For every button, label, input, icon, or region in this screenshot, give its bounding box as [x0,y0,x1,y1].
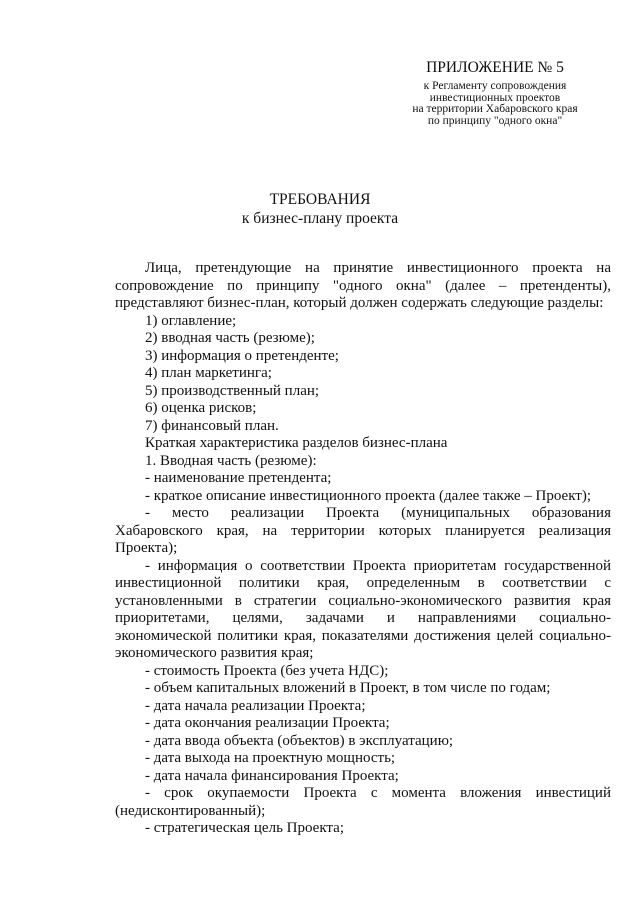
intro-paragraph: Лица, претендующие на принятие инвестиционного проекта на сопровождение по принципу "одного окна" (далее – претенденты), представляют бизнес-план, который должен содержать следующие разделы: [115,260,611,311]
document-title: ТРЕБОВАНИЯ [269,191,371,208]
section-list-item: 6) оценка рисков; [145,400,257,416]
requirement-item: - дата окончания реализации Проекта; [145,715,390,731]
section-list-item: 5) производственный план; [145,382,320,399]
requirement-item: - дата начала реализации Проекта; [145,697,366,714]
requirement-item: - объем капитальных вложений в Проект, в том числе по годам; [145,680,551,696]
summary-heading: Краткая характеристика разделов бизнес-плана [145,435,448,451]
appendix-line: по принципу "одного окна" [427,114,563,127]
requirement-item: - краткое описание инвестиционного проекта (далее также – Проект); [145,487,592,504]
requirement-item: - информация о соответствии Проекта приоритетам государственной инвестиционной политики края, определенным в соответствии с установленными в стратегии социально-экономического развития края приоритетами, целями, задачами и направлениями социально-экономической политики края, показателями достижения целей социально-экономического развития края; [115,557,611,661]
appendix-title: ПРИЛОЖЕНИЕ № 5 [426,59,564,76]
section-list-item: 2) вводная часть (резюме); [145,330,315,346]
appendix-line: к Регламенту сопровождения [423,80,567,92]
requirement-item: - дата ввода объекта (объектов) в эксплуатацию; [145,732,454,749]
requirement-item: - место реализации Проекта (муниципальных образования Хабаровского края, на территории которых планируется реализация Проекта); [115,505,611,556]
requirement-item: - стоимость Проекта (без учета НДС); [145,662,389,679]
requirement-item: - дата выхода на проектную мощность; [145,750,396,766]
section-list-item: 3) информация о претенденте; [145,347,339,364]
section-list-item: 7) финансовый план. [145,417,279,434]
requirement-item: - наименование претендента; [145,470,332,486]
appendix-line: на территории Хабаровского края [412,103,578,115]
requirement-item: - срок окупаемости Проекта с момента вложения инвестиций (недисконтированный); [115,785,611,819]
requirement-item: - стратегическая цель Проекта; [145,820,344,836]
section-list-item: 4) план маркетинга; [145,365,272,381]
section-list-item: 1) оглавление; [145,312,237,329]
requirement-item: - дата начала финансирования Проекта; [145,767,399,784]
part1-heading: 1. Вводная часть (резюме): [145,452,317,469]
appendix-header [400,58,590,127]
document-body [115,260,611,838]
document-subtitle: к бизнес-плану проекта [241,210,399,227]
appendix-line: инвестиционных проектов [429,91,561,104]
